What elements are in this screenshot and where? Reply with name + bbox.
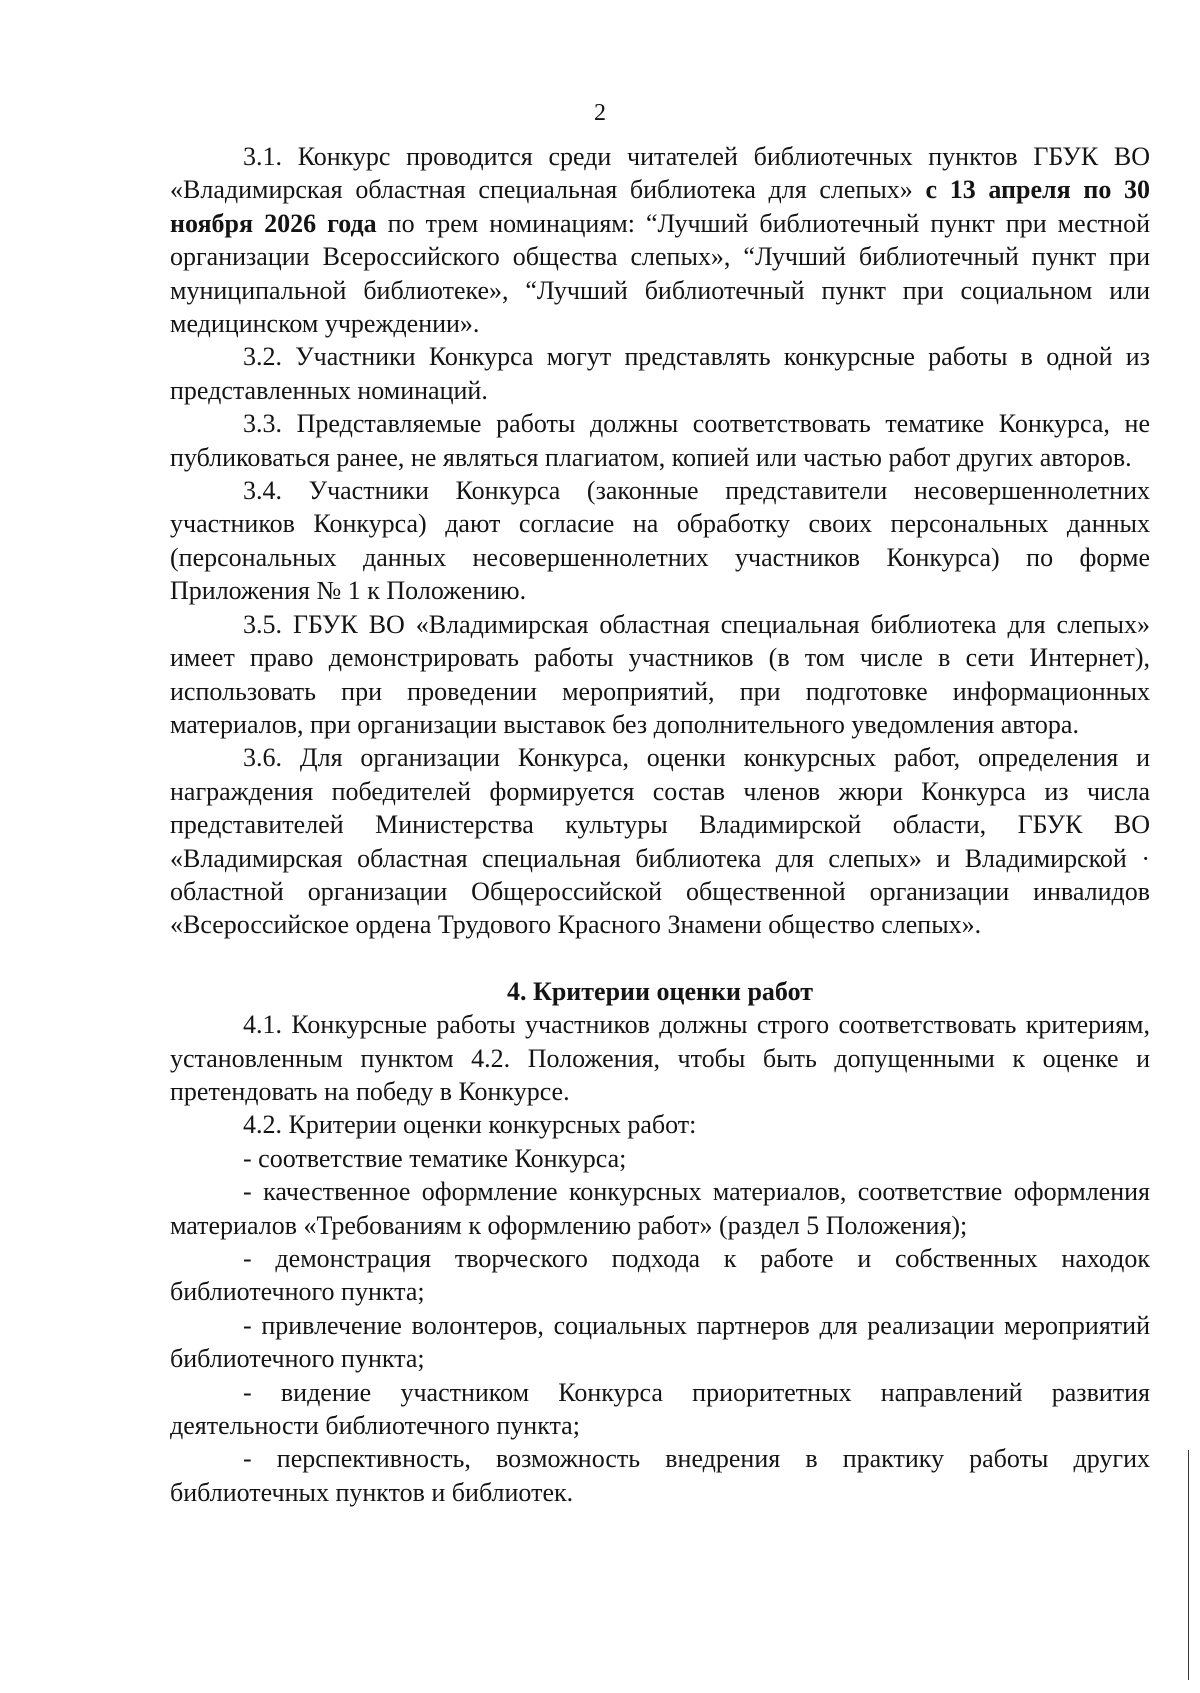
- paragraph-4-2: 4.2. Критерии оценки конкурсных работ:: [243, 1110, 697, 1140]
- paragraph-3-1-text-end: по трем номинациям: “Лучший библиотечный пункт при местной организации Всероссийского общества слепых», “Лучший библиотечный пункт при муниципальной библиотеке», “Лучший библиотечный пункт при социальном или медицинском учреждении».: [170, 208, 1150, 339]
- scan-edge-line: [1188, 1450, 1189, 1680]
- criterion-item: - перспективность, возможность внедрения в практику работы других библиотечных пунктов и библиотек.: [170, 1444, 1150, 1507]
- paragraph-3-1: [170, 140, 1150, 340]
- criterion-item: - качественное оформление конкурсных материалов, соответствие оформления материалов «Требованиям к оформлению работ» (раздел 5 Положения);: [170, 1177, 1150, 1240]
- criterion-item: - соответствие тематике Конкурса;: [243, 1143, 627, 1173]
- paragraph-3-6: 3.6. Для организации Конкурса, оценки конкурсных работ, определения и награждения победителей формируется состав членов жюри Конкурса из числа представителей Министерства культуры Владимирской области, ГБУК ВО «Владимирская областная специальная библиотека для слепых» и Владимирской · областной организации Общероссийской общественной организации инвалидов «Всероссийское ордена Трудового Красного Знамени общество слепых».: [170, 743, 1150, 940]
- criterion-item: - привлечение волонтеров, социальных партнеров для реализации мероприятий библиотечного пункта;: [170, 1310, 1150, 1374]
- criterion-item: - демонстрация творческого подхода к работе и собственных находок библиотечного пункта;: [170, 1244, 1150, 1307]
- paragraph-3-1-dates: с 13 апреля по 30 ноября 2026 года: [170, 175, 1150, 238]
- paragraph-3-1-text-start: 3.1. Конкурс проводится среди читателей библиотечных пунктов ГБУК ВО «Владимирская областная специальная библиотека для слепых»: [170, 142, 1150, 205]
- section-4-heading: 4. Критерии оценки работ: [506, 976, 814, 1006]
- paragraph-3-3: 3.3. Представляемые работы должны соответствовать тематике Конкурса, не публиковаться ранее, не являться плагиатом, копией или частью работ других авторов.: [170, 409, 1150, 472]
- paragraph-3-4: 3.4. Участники Конкурса (законные представители несовершеннолетних участников Конкурса) дают согласие на обработку своих персональных данных (персональных данных несовершеннолетних участников Конкурса) по форме Приложения № 1 к Положению.: [170, 476, 1150, 606]
- paragraph-4-1: 4.1. Конкурсные работы участников должны строго соответствовать критериям, установленным пунктом 4.2. Положения, чтобы быть допущенными к оценке и претендовать на победу в Конкурсе.: [170, 1010, 1150, 1106]
- paragraph-3-5: 3.5. ГБУК ВО «Владимирская областная специальная библиотека для слепых» имеет право демонстрировать работы участников (в том числе в сети Интернет), использовать при проведении мероприятий, при подготовке информационных материалов, при организации выставок без дополнительного уведомления автора.: [170, 609, 1150, 739]
- criterion-item: - видение участником Конкурса приоритетных направлений развития деятельности библиотечного пункта;: [170, 1377, 1150, 1441]
- page-number: 2: [594, 100, 606, 126]
- document-body: [170, 140, 1150, 1509]
- paragraph-3-2: 3.2. Участники Конкурса могут представлять конкурсные работы в одной из представленных номинаций.: [170, 342, 1150, 405]
